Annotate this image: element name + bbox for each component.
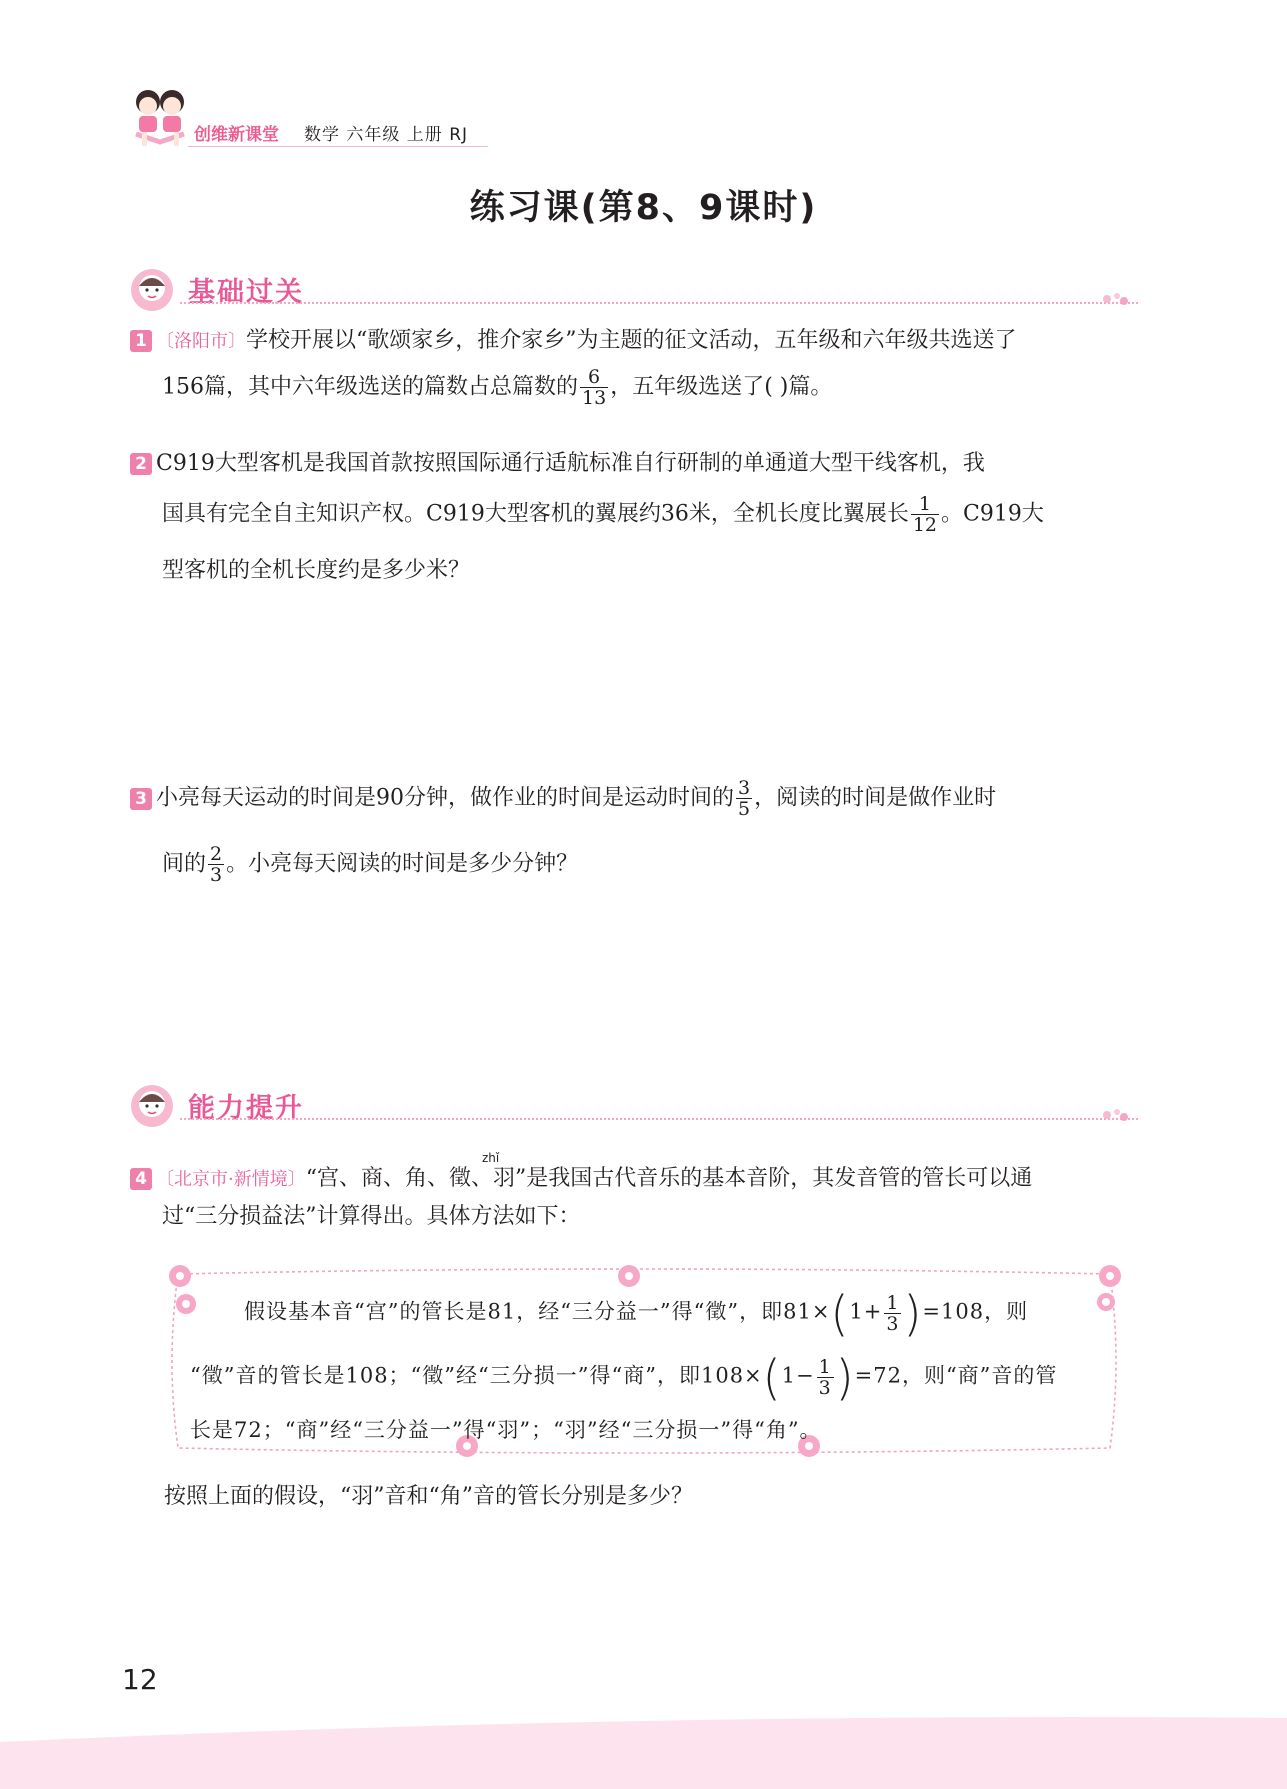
fraction: $\frac{1}{3}$: [818, 1355, 832, 1399]
section-divider: [180, 1118, 1138, 1120]
girl-badge-icon: [128, 266, 178, 312]
brand-name: 创维新课堂: [194, 125, 279, 145]
question-3: [128, 778, 1128, 898]
question-text: ，五年级选送了( )篇。: [610, 374, 833, 400]
question-text: ，阅读的时间是做作业时: [754, 785, 997, 811]
box-line-2: “徵”音的管长是108；“徵”经“三分损一”得“商”，即108×(1− $\frac{1}{3}$ )=72，则“商”音的管: [190, 1348, 1058, 1406]
question-1: [128, 325, 1128, 435]
section-basic: [128, 264, 1128, 314]
pinyin: zhǐ: [482, 1151, 500, 1165]
question-text: 按照上面的假设，“羽”音和“角”音的管长分别是多少？: [164, 1484, 693, 1509]
page-title: 练习课(第8、9课时): [469, 188, 818, 228]
fraction: $\frac{1}{12}$: [912, 493, 938, 536]
section-divider: [180, 302, 1138, 304]
page-number: 12: [122, 1663, 158, 1696]
flower-icon: [612, 1262, 646, 1290]
question-2: [128, 448, 1128, 588]
flower-icon: [1090, 1262, 1130, 1322]
girl-badge-icon: [128, 1082, 178, 1128]
question-number: 4: [130, 1168, 152, 1190]
kids-logo-icon: [128, 84, 194, 154]
question-text: 。小亮每天阅读的时间是多少分钟？: [226, 851, 579, 877]
fraction: $\frac{2}{3}$: [210, 843, 223, 886]
header-divider: [188, 146, 488, 147]
question-4: [128, 1148, 1128, 1248]
question-text: 156篇，其中六年级选送的篇数占总篇数的: [162, 374, 578, 400]
question-text: 。C919大: [941, 501, 1044, 527]
book-info: 数学 六年级 上册 RJ: [304, 125, 469, 145]
question-number: 1: [130, 330, 152, 352]
bottom-band: [0, 1712, 1287, 1789]
question-4-ask: [128, 1484, 1128, 1514]
question-text: 小亮每天运动的时间是90分钟，做作业的时间是运动时间的: [156, 785, 734, 811]
question-source: 〔北京市·新情境〕: [156, 1169, 306, 1190]
question-number: 2: [130, 453, 152, 475]
question-text: 学校开展以“歌颂家乡，推介家乡”为主题的征文活动，五年级和六年级共选送了: [246, 328, 1017, 353]
question-text: 国具有完全自主知识产权。C919大型客机的翼展约36米，全机长度比翼展长: [162, 501, 909, 527]
fraction: $\frac{6}{13}$: [582, 366, 607, 409]
question-text: “宫、商、角、徵、羽”是我国古代音乐的基本音阶，其发音管的管长可以通: [305, 1166, 1033, 1191]
question-number: 3: [130, 788, 152, 810]
flower-icon: [164, 1262, 204, 1322]
question-text: 过“三分损益法”计算得出。具体方法如下：: [162, 1204, 581, 1229]
section-title: 能力提升: [188, 1093, 304, 1124]
question-text: 型客机的全机长度约是多少米？: [162, 558, 471, 583]
box-line-3: 长是72；“商”经“三分益一”得“羽”；“羽”经“三分损一”得“角”。: [190, 1418, 822, 1442]
page-header: [128, 84, 528, 154]
dots-decoration-icon: [1100, 290, 1130, 308]
question-text: C919大型客机是我国首款按照国际通行适航标准自行研制的单通道大型干线客机，我: [156, 451, 985, 476]
method-box: [160, 1262, 1128, 1462]
fraction: $\frac{3}{5}$: [738, 777, 751, 820]
dots-decoration-icon: [1100, 1106, 1130, 1124]
section-advanced: [128, 1080, 1128, 1130]
section-title: 基础过关: [188, 277, 304, 308]
question-text: 间的: [162, 851, 207, 877]
question-source: 〔洛阳市〕: [156, 331, 246, 352]
box-line-1: 假设基本音“宫”的管长是81，经“三分益一”得“徵”，即81×(1+ $\frac{1}{3}$ )=108，则: [244, 1284, 1029, 1342]
fraction: $\frac{1}{3}$: [886, 1291, 900, 1335]
